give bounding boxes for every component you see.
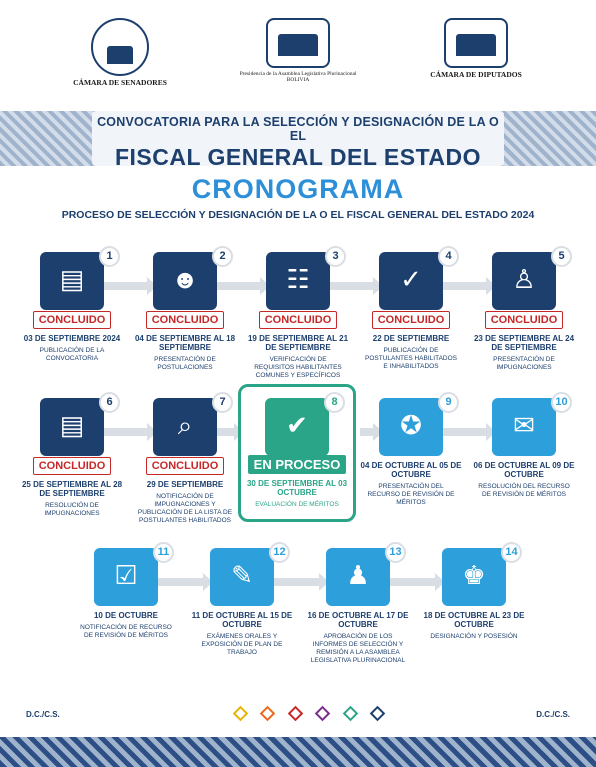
diamond-icon (260, 706, 276, 722)
newspaper-icon: ▤ (40, 252, 104, 310)
diamond-icon (233, 706, 249, 722)
step-desc: EVALUACIÓN DE MÉRITOS (255, 501, 339, 509)
deputies-caption: CÁMARA DE DIPUTADOS (430, 70, 522, 79)
step-5 (472, 252, 576, 372)
step-number: 5 (551, 246, 572, 267)
step-number: 3 (325, 246, 346, 267)
cronograma-title: CRONOGRAMA (191, 174, 405, 204)
step-13 (306, 548, 410, 665)
clipboard-icon: ☷ (266, 252, 330, 310)
status-badge: EN PROCESO (248, 455, 347, 474)
step-2 (133, 252, 237, 372)
step-date: 19 DE SEPTIEMBRE AL 21 DE SEPTIEMBRE (247, 334, 349, 353)
assembly-logo (238, 18, 358, 83)
step-desc: PRESENTACIÓN DEL RECURSO DE REVISIÓN DE MÉRITOS (367, 483, 455, 506)
document-search-icon: ⌕ (153, 398, 217, 456)
assembly-emblem-icon (266, 18, 330, 68)
step-desc: APROBACIÓN DE LOS INFORMES DE SELECCIÓN Y REMISIÓN A LA ASAMBLEA LEGISLATIVA PLURINACIONAL (310, 633, 406, 664)
step-number: 12 (269, 542, 290, 563)
step-number: 8 (324, 392, 345, 413)
document-check-icon: ✔ (265, 398, 329, 456)
checklist-search-icon: ☑ (94, 548, 158, 606)
step-desc: RESOLUCIÓN DE IMPUGNACIONES (44, 502, 100, 518)
step-date: 10 DE OCTUBRE (93, 611, 158, 620)
step-desc: PUBLICACIÓN DE POSTULANTES HABILITADOS E INHABILITADOS (365, 347, 457, 370)
step-number: 14 (501, 542, 522, 563)
diamond-icon (370, 706, 386, 722)
step-7 (133, 398, 237, 524)
step-9 (359, 398, 463, 507)
step-date: 04 DE OCTUBRE AL 05 DE OCTUBRE (360, 461, 462, 480)
footer-initials-right: D.C./C.S. (536, 710, 570, 719)
status-badge: CONCLUIDO (33, 457, 112, 475)
footer-initials-left: D.C./C.S. (26, 710, 60, 719)
step-date: 18 DE OCTUBRE AL 23 DE OCTUBRE (423, 611, 525, 630)
header-line1: CONVOCATORIA PARA LA SELECCIÓN Y DESIGNACIÓN DE LA O EL (97, 115, 499, 143)
footer-pattern-band (0, 737, 596, 767)
senate-emblem-icon (91, 18, 149, 76)
diamond-icon (315, 706, 331, 722)
documents-icon: ▤ (40, 398, 104, 456)
step-desc: PRESENTACIÓN DE POSTULACIONES (154, 356, 216, 372)
official-icon: ♚ (442, 548, 506, 606)
step-12 (190, 548, 294, 657)
diploma-icon: ✉ (492, 398, 556, 456)
status-badge: CONCLUIDO (485, 311, 564, 329)
person-document-icon: ♙ (492, 252, 556, 310)
step-4 (359, 252, 463, 371)
step-number: 13 (385, 542, 406, 563)
step-date: 06 DE OCTUBRE AL 09 DE OCTUBRE (473, 461, 575, 480)
diamond-icon (288, 706, 304, 722)
step-8 (245, 398, 349, 509)
step-11 (74, 548, 178, 640)
deputies-logo (416, 18, 536, 79)
step-desc: NOTIFICACIÓN DE IMPUGNACIONES Y PUBLICACIÓN DE LA LISTA DE POSTULANTES HABILITADOS (137, 493, 233, 524)
step-desc: PRESENTACIÓN DE IMPUGNACIONES (493, 356, 555, 372)
step-10 (472, 398, 576, 499)
step-1 (20, 252, 124, 363)
step-desc: EXÁMENES ORALES Y EXPOSICIÓN DE PLAN DE TRABAJO (201, 633, 283, 656)
assembly-icon: ♟ (326, 548, 390, 606)
step-number: 10 (551, 392, 572, 413)
step-number: 4 (438, 246, 459, 267)
people-desk-icon: ☻ (153, 252, 217, 310)
step-desc: DESIGNACIÓN Y POSESIÓN (430, 633, 518, 641)
step-date: 30 DE SEPTIEMBRE AL 03 OCTUBRE (246, 479, 348, 498)
step-number: 1 (99, 246, 120, 267)
step-desc: VERIFICACIÓN DE REQUISITOS HABILITANTES COMUNES Y ESPECÍFICOS (254, 356, 342, 379)
senate-logo (60, 18, 180, 87)
step-number: 6 (99, 392, 120, 413)
step-date: 11 DE OCTUBRE AL 15 DE OCTUBRE (191, 611, 293, 630)
deputies-emblem-icon (444, 18, 508, 68)
step-date: 16 DE OCTUBRE AL 17 DE OCTUBRE (307, 611, 409, 630)
status-badge: CONCLUIDO (146, 311, 225, 329)
step-date: 03 DE SEPTIEMBRE 2024 (23, 334, 121, 343)
senate-caption: CÁMARA DE SENADORES (73, 78, 167, 87)
page-subtitle: PROCESO DE SELECCIÓN Y DESIGNACIÓN DE LA O EL FISCAL GENERAL DEL ESTADO 2024 (61, 209, 535, 221)
assembly-caption: Presidencia de la Asamblea Legislativa Plurinacional BOLIVIA (239, 71, 357, 84)
diamond-icon (343, 706, 359, 722)
checklist-pen-icon: ✎ (210, 548, 274, 606)
step-number: 11 (153, 542, 174, 563)
step-desc: NOTIFICACIÓN DE RECURSO DE REVISIÓN DE MÉRITOS (80, 624, 172, 639)
step-desc: PUBLICACIÓN DE LA CONVOCATORIA (39, 347, 105, 362)
step-date: 25 DE SEPTIEMBRE AL 28 DE SEPTIEMBRE (21, 480, 123, 499)
step-number: 2 (212, 246, 233, 267)
step-number: 9 (438, 392, 459, 413)
step-date: 23 DE SEPTIEMBRE AL 24 DE SEPTIEMBRE (473, 334, 575, 353)
step-3 (246, 252, 350, 380)
status-badge: CONCLUIDO (259, 311, 338, 329)
badge-check-icon: ✪ (379, 398, 443, 456)
header-line2: FISCAL GENERAL DEL ESTADO (114, 144, 482, 170)
step-14 (422, 548, 526, 641)
status-badge: CONCLUIDO (146, 457, 225, 475)
step-6 (20, 398, 124, 518)
step-desc: RESOLUCIÓN DEL RECURSO DE REVISIÓN DE MÉRITOS (478, 483, 570, 499)
footer-diamonds (229, 706, 389, 724)
status-badge: CONCLUIDO (372, 311, 451, 329)
header-title-box (92, 111, 504, 170)
step-date: 04 DE SEPTIEMBRE AL 18 SEPTIEMBRE (134, 334, 236, 353)
candidates-icon: ✓ (379, 252, 443, 310)
step-date: 29 DE SEPTIEMBRE (146, 480, 224, 489)
status-badge: CONCLUIDO (33, 311, 112, 329)
step-date: 22 DE SEPTIEMBRE (372, 334, 450, 343)
step-number: 7 (212, 392, 233, 413)
